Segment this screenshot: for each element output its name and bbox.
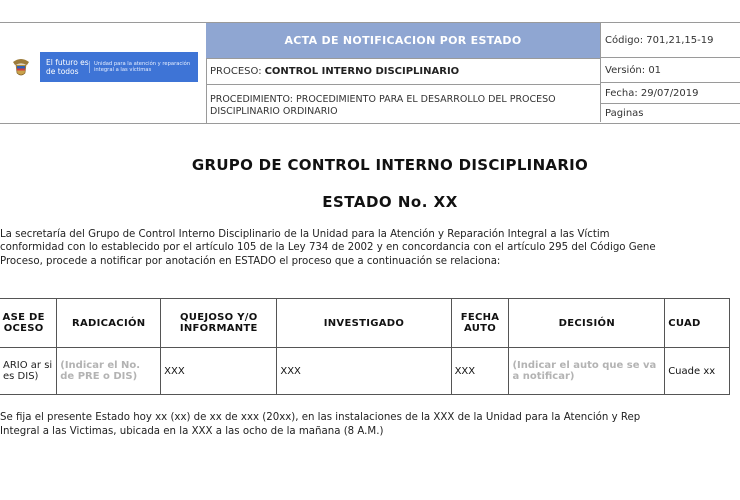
logo-cell [0,23,207,123]
cell-clase [0,348,57,395]
proceso-label: PROCESO: [210,66,262,77]
version-field: Versión: 01 [601,58,740,83]
intro-line-1: La secretaría del Grupo de Control Interno Disciplinario de la Unidad para la Atención y Reparación Integral a las Víctim [0,229,610,240]
col-header-decision: DECISIÓN [509,299,665,348]
logo [10,52,198,82]
paginas-field: Paginas [605,107,644,119]
intro-line-2: conformidad con lo establecido por el artículo 105 de la Ley 734 de 2002 y en concordancia con el artículo 295 del Código Gene [0,242,656,253]
codigo-field: Código: 701,21,15-19 [601,23,740,58]
cell-fecha-auto: XXX [451,348,509,395]
cell-radicacion: (Indicar el No. de PRE o DIS) [57,348,161,395]
intro-line-3: Proceso, procede a notificar por anotación en ESTADO el proceso que a continuación se relaciona: [0,256,501,267]
header-middle [206,23,600,123]
col-header-cuaderno: CUAD [665,299,730,348]
col-header-clase: ASE DE OCESO [0,299,57,348]
col-header-investigado: INVESTIGADO [277,299,451,348]
logo-banner [40,52,198,82]
col-header-quejoso: QUEJOSO Y/O INFORMANTE [161,299,277,348]
closing-line-2: Integral a las Victimas, ubicada en la XXX a las ocho de la mañana (8 A.M.) [0,426,384,437]
cell-clase-text: ARIO ar si es DIS) [3,360,53,382]
cell-decision: (Indicar el auto que se va a notificar) [509,348,665,395]
group-heading: GRUPO DE CONTROL INTERNO DISCIPLINARIO [191,156,589,174]
col-header-radicacion: RADICACIÓN [57,299,161,348]
header-right [600,23,740,122]
document-header [0,22,740,124]
cell-quejoso: XXX [161,348,277,395]
col-header-fecha-auto: FECHA AUTO [451,299,509,348]
proceso-row [206,59,600,85]
cell-investigado: XXX [277,348,451,395]
logo-main-text: El futuro es de todos [46,58,89,76]
coat-of-arms-icon [10,56,32,78]
estado-table [0,298,730,395]
cell-cuaderno: Cuade xx [665,348,730,395]
table-header-row [0,299,730,348]
fecha-field: Fecha: 29/07/2019 [601,83,740,104]
estado-heading: ESTADO No. XX [322,193,458,211]
closing-line-1: Se fija el presente Estado hoy xx (xx) de xx de xxx (20xx), en las instalaciones de la XXX de la Unidad para la Atención y Rep [0,412,641,423]
logo-sub-text: Unidad para la atención y reparación integral a las víctimas [89,61,198,73]
procedimiento-row: PROCEDIMIENTO: PROCEDIMIENTO PARA EL DESARROLLO DEL PROCESO DISCIPLINARIO ORDINARIO [210,94,556,117]
proceso-value: CONTROL INTERNO DISCIPLINARIO [264,66,460,77]
document-title: ACTA DE NOTIFICACION POR ESTADO [206,23,600,59]
table-row [0,348,730,395]
